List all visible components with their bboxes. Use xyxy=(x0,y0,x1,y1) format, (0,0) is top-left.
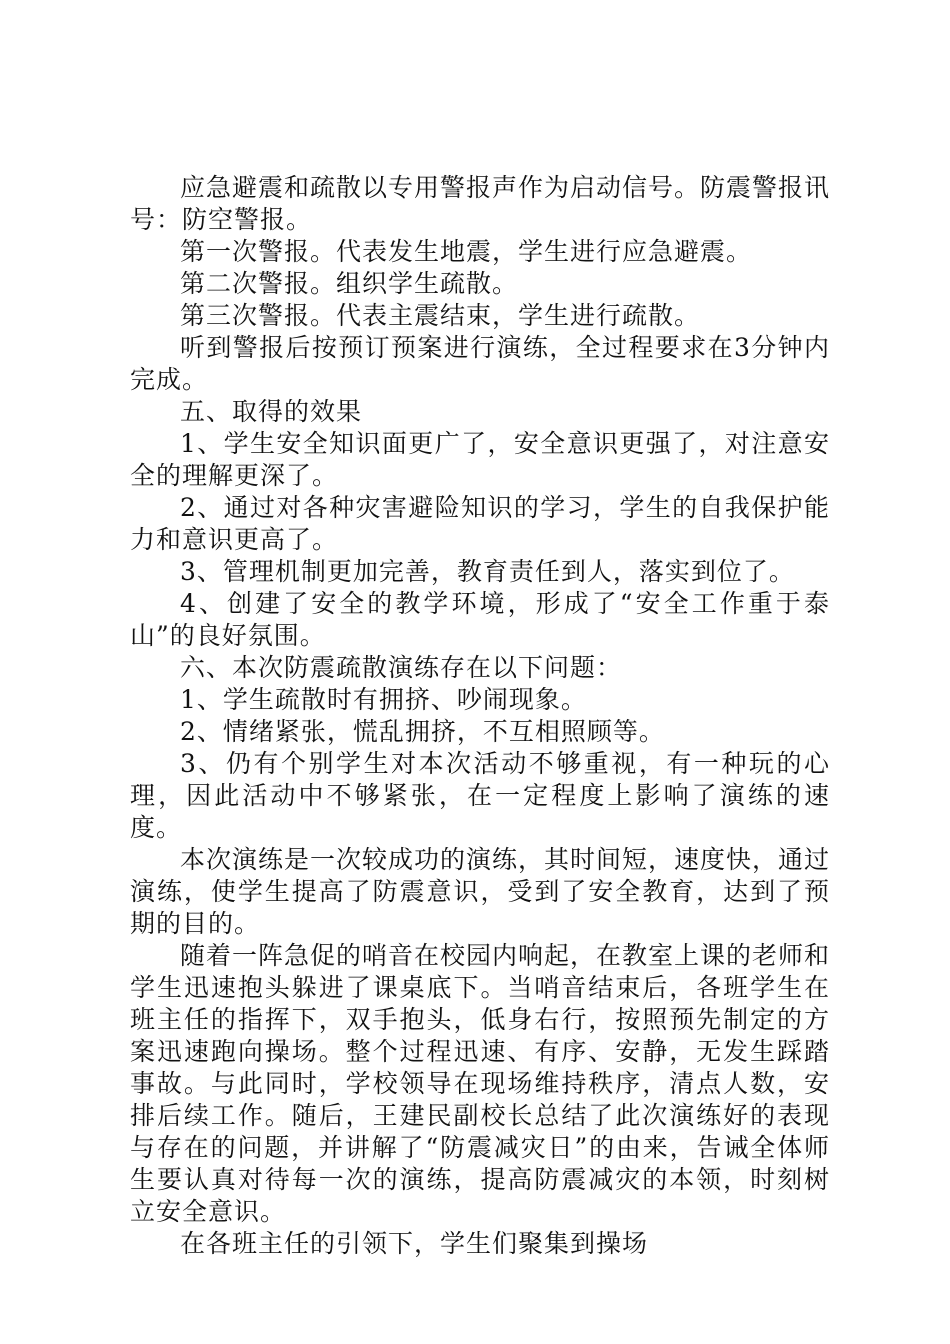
paragraph-alarm-signal: 应急避震和疏散以专用警报声作为启动信号。防震警报讯号：防空警报。 xyxy=(130,173,831,234)
paragraph-result-2: 2、通过对各种灾害避险知识的学习，学生的自我保护能力和意识更高了。 xyxy=(130,493,830,554)
paragraph-result-4: 4、创建了安全的教学环境，形成了“安全工作重于泰山”的良好氛围。 xyxy=(130,589,830,650)
paragraph-problem-2: 2、情绪紧张，慌乱拥挤，不互相照顾等。 xyxy=(180,717,665,746)
paragraph-result-3: 3、管理机制更加完善，教育责任到人，落实到位了。 xyxy=(180,557,795,586)
paragraph-summary: 本次演练是一次较成功的演练，其时间短，速度快，通过演练，使学生提高了防震意识，受到了安全教育，达到了预期的目的。 xyxy=(130,845,831,938)
paragraph-first-alarm: 第一次警报。代表发生地震，学生进行应急避震。 xyxy=(180,237,753,266)
paragraph-drill-narrative: 随着一阵急促的哨音在校园内响起，在教室上课的老师和学生迅速抱头躲进了课桌底下。当哨音结束后，各班学生在班主任的指挥下，双手抱头，低身右行，按照预先制定的方案迅速跑向操场。整个过程迅速、有序、安静，无发生踩踏事故。与此同时，学校领导在现场维持秩序，清点人数，安排后续工作。随后，王建民副校长总结了此次演练好的表现与存在的问题，并讲解了“防震减灾日”的由来，告诫全体师生要认真对待每一次的演练，提高防震减灾的本领，时刻树立安全意识。 xyxy=(130,941,831,1226)
paragraph-result-1: 1、学生安全知识面更广了，安全意识更强了，对注意安全的理解更深了。 xyxy=(130,429,830,490)
paragraph-drill-time: 听到警报后按预订预案进行演练，全过程要求在3分钟内完成。 xyxy=(130,333,830,394)
paragraph-third-alarm: 第三次警报。代表主震结束，学生进行疏散。 xyxy=(180,301,701,330)
paragraph-second-alarm: 第二次警报。组织学生疏散。 xyxy=(180,269,519,298)
paragraph-problem-1: 1、学生疏散时有拥挤、吵闹现象。 xyxy=(180,685,587,714)
section-heading-problems: 六、本次防震疏散演练存在以下问题： xyxy=(180,653,623,682)
paragraph-closing: 在各班主任的引领下，学生们聚集到操场 xyxy=(180,1229,649,1258)
section-heading-results: 五、取得的效果 xyxy=(180,397,363,426)
document-page xyxy=(130,172,830,1260)
paragraph-problem-3: 3、仍有个别学生对本次活动不够重视，有一种玩的心理，因此活动中不够紧张，在一定程度上影响了演练的速度。 xyxy=(130,749,830,842)
